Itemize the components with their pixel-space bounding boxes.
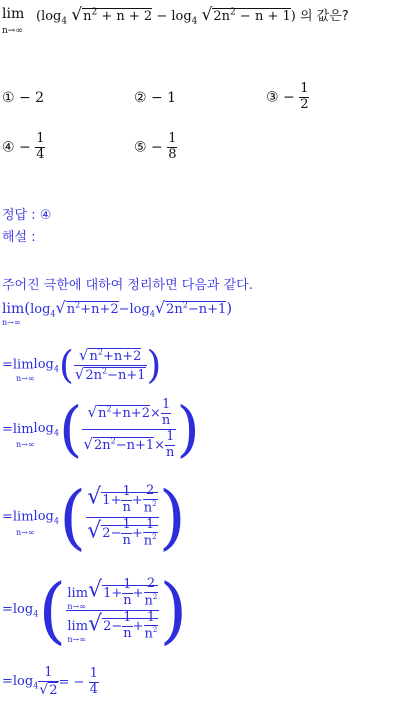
solution-step-2: =limlog$_4$( $\frac{√n^2+n+2}{√2n^2-n+1}$ ) n→∞ [2, 343, 162, 387]
solution-step-5: $=\log_4$( lim n→∞ √1+ $\frac{1}{n}$ + $\frac{2}{n^2}$ lim n→∞ √2− $\frac{1}{n}$ + $\frac{1}{n^2}$ ) [2, 568, 188, 652]
question-tail: 의 값은? [299, 9, 349, 24]
solution-step-4: =limlog$_4$( √1+ $\frac{1}{n}$ + $\frac{2}{n^2}$ √2− $\frac{1}{n}$ + $\frac{1}{n^2}$ ) n→∞ [2, 476, 186, 558]
choice-2[interactable]: ② − 1 [134, 90, 177, 106]
choice-1[interactable]: ① − 2 [2, 90, 45, 106]
question-lim: lim n→∞ [2, 6, 25, 36]
choice-3[interactable]: ③ − $\frac{1}{2}$ [266, 81, 309, 112]
choice-5[interactable]: ⑤ − $\frac{1}{8}$ [134, 131, 177, 162]
answer-label: 정답 : ④ [2, 208, 52, 223]
solution-step-6: $=\log_4$ $\frac{1}{√2}$ = − $\frac{1}{4}$ [2, 665, 98, 698]
solution-step-3: =limlog$_4$( $√n^2+n+2\times$ $\frac{1}{n}$ $√2n^2-n+1\times$ $\frac{1}{n}$ ) n→∞ [2, 394, 200, 465]
solution-intro: 주어진 극한에 대하여 정리하면 다음과 같다. [2, 278, 253, 293]
choice-4[interactable]: ④ − $\frac{1}{4}$ [2, 131, 45, 162]
explanation-label: 해설 : [2, 230, 36, 245]
solution-step-1: $\lim(\log_4√n^2+n+2-\log_4√2n^2-n+1)$ n→∞ [2, 298, 233, 327]
question-expression: ($\log_4$ $√n^2 + n + 2 - \log_4 √2n^2 - n + 1$) 의 값은? [36, 5, 349, 27]
